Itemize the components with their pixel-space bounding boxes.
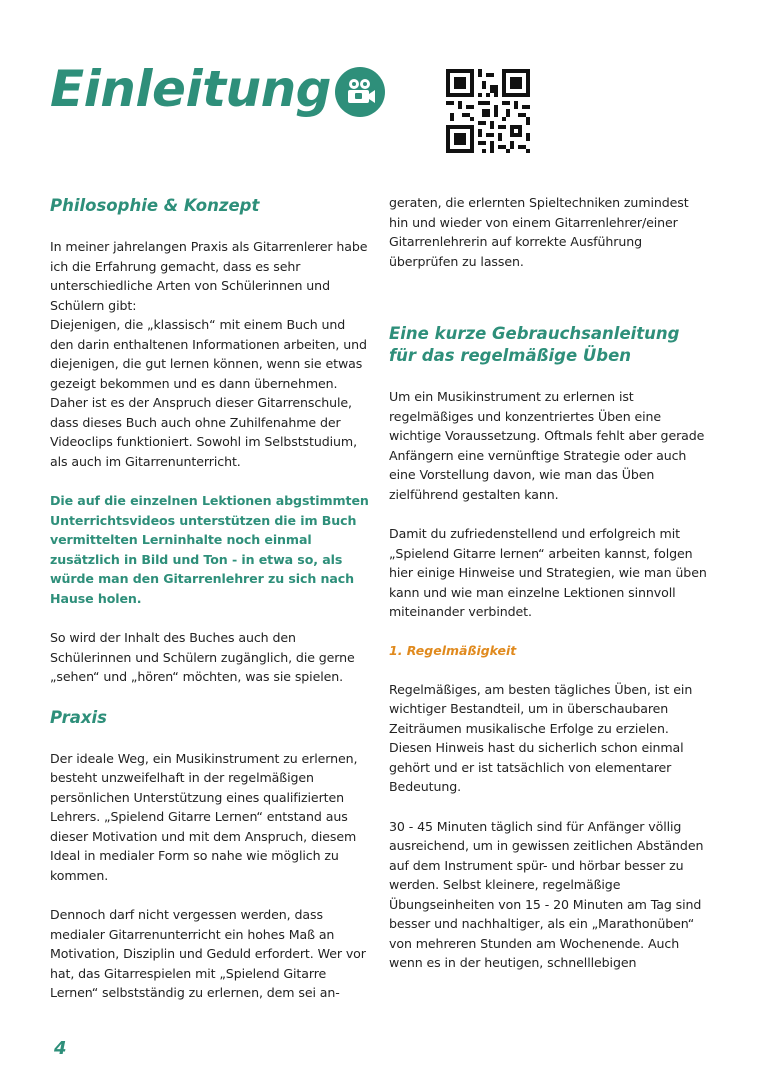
- subsection-heading-regularity: 1. Regelmäßigkeit: [389, 642, 517, 658]
- paragraph: So wird der Inhalt des Buches auch den Schülerinnen und Schülern zugänglich, die gerne „sehen“ und „hören“ möchten, was sie spielen.: [50, 630, 355, 684]
- right-column: [389, 193, 709, 973]
- section-heading-usage: [389, 323, 709, 367]
- paragraph: Um ein Musikinstrument zu erlernen ist regelmäßiges und konzentriertes Üben eine wichtige Voraussetzung. Oftmals fehlt aber gerade Anfängern eine vernünftige Strategie oder auch eine Vorstellung davon, wie man das Üben zielführend gestalten kann.: [389, 389, 705, 502]
- paragraph: geraten, die erlernten Spieltechniken zumindest hin und wieder von einem Gitarrenlehrer/einer Gitarrenlehrerin auf korrekte Ausführung überprüfen zu lassen.: [389, 195, 689, 269]
- video-camera-icon: [335, 67, 385, 117]
- page-title: Einleitung: [50, 60, 331, 118]
- paragraph: Damit du zufriedenstellend und erfolgreich mit „Spielend Gitarre lernen“ arbeiten kannst, folgen hier einige Hinweise und Strategien, wie man üben kann und wie man einzelne Lektionen sinnvoll miteinander verbindet.: [389, 526, 707, 619]
- section-heading-philosophy: Philosophie & Konzept: [50, 196, 260, 215]
- paragraph: In meiner jahrelangen Praxis als Gitarrenlerer habe ich die Erfahrung gemacht, dass es sehr unterschiedliche Arten von Schülerinnen und Schülern gibt:: [50, 239, 368, 313]
- highlight-paragraph: Die auf die einzelnen Lektionen abgstimmten Unterrichtsvideos unterstützen die im Buch vermittelten Lerninhalte noch einmal zusätzlich in Bild und Ton - in etwa so, als würde man den Gitarrenlehrer zu sich nach Hause holen.: [50, 493, 369, 606]
- paragraph: Der ideale Weg, ein Musikinstrument zu erlernen, besteht unzweifelhaft in der regelmäßigen persönlichen Unterstützung eines qualifizierten Lehrers. „Spielend Gitarre Lernen“ entstand aus dieser Motivation und mit dem Anspruch, diesem Ideal in medialer Form so nahe wie möglich zu kommen.: [50, 750, 358, 883]
- section-heading-praxis: Praxis: [50, 707, 107, 727]
- page-number: 4: [54, 1038, 67, 1059]
- paragraph: Dennoch darf nicht vergessen werden, dass medialer Gitarrenunterricht ein hohes Maß an Motivation, Disziplin und Geduld erfordert. Wer vor hat, das Gitarrespielen mit „Spielend Gitarre Lernen“ selbstständig zu erlernen, dem sei an-: [50, 907, 366, 1000]
- paragraph: Diejenigen, die „klassisch“ mit einem Buch und den darin enthaltenen Informationen arbeiten, und diejenigen, die gut lernen können, wenn sie etwas gezeigt bekommen und es dann übernehmen. Daher ist es der Anspruch dieser Gitarrenschule, dass dieses Buch auch ohne Zuhilfenahme der Videoclips funktioniert. Sowohl im Selbststudium, als auch im Gitarrenunterricht.: [50, 317, 367, 469]
- qr-code[interactable]: [446, 69, 530, 153]
- heading-line: für das regelmäßige Üben: [389, 346, 632, 365]
- heading-line: Eine kurze Gebrauchsanleitung: [389, 324, 680, 343]
- left-column: [50, 195, 370, 1003]
- paragraph: 30 - 45 Minuten täglich sind für Anfänger völlig ausreichend, um in gewissen zeitlichen Abständen auf dem Instrument spür- und hörbar besser zu werden. Selbst kleinere, regelmäßige Übungseinheiten von 15 - 20 Minuten am Tag sind besser und nachhaltiger, als ein „Marathonüben“ von mehreren Stunden am Wochenende. Auch wenn es in der heutigen, schnelllebigen: [389, 818, 704, 970]
- paragraph: Regelmäßiges, am besten tägliches Üben, ist ein wichtiger Bestandteil, um in überschaubaren Zeiträumen musikalische Erfolge zu erzielen. Diesen Hinweis hast du sicherlich schon einmal gehört und er ist tatsächlich von elementarer Bedeutung.: [389, 681, 693, 794]
